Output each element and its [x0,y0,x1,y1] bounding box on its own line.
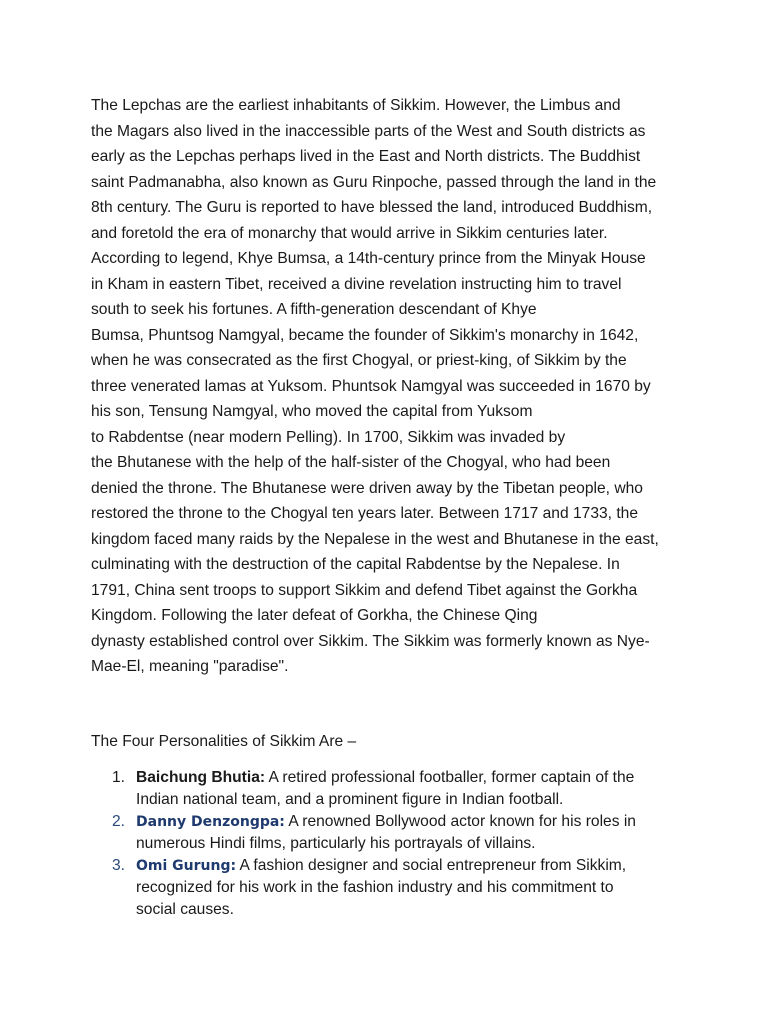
paragraph-line: three venerated lamas at Yuksom. Phuntsok Namgyal was succeeded in 1670 by [91,377,651,395]
personality-description: A fashion designer and social entrepreneur from Sikkim, [236,857,627,874]
personality-description: numerous Hindi films, particularly his portrayals of villains. [136,835,536,852]
list-item [91,767,691,811]
list-item [91,855,691,921]
personality-name: Baichung Bhutia: [136,769,266,786]
paragraph-line: culminating with the destruction of the capital Rabdentse by the Nepalese. In [91,556,620,573]
personality-description: A retired professional footballer, former captain of the [265,769,635,786]
list-number: 2. [112,813,126,830]
personality-description: social causes. [136,901,234,918]
paragraph-line: when he was consecrated as the first Chogyal, or priest-king, of Sikkim by the [91,352,627,369]
history-paragraph [91,93,691,680]
paragraph-line: Kingdom. Following the later defeat of Gorkha, the Chinese Qing [91,607,538,624]
paragraph-line: dynasty established control over Sikkim. The Sikkim was formerly known as Nye- [91,632,650,650]
paragraph-line: Mae-El, meaning "paradise". [91,658,289,675]
paragraph-line: 8th century. The Guru is reported to have blessed the land, introduced Buddhism, [91,199,653,216]
paragraph-line: 1791, China sent troops to support Sikkim and defend Tibet against the Gorkha [91,581,638,599]
paragraph-line: kingdom faced many raids by the Nepalese in the west and Bhutanese in the east, [91,530,659,548]
list-number: 1. [112,769,126,786]
list-item [91,811,691,855]
paragraph-line: Bumsa, Phuntsog Namgyal, became the founder of Sikkim's monarchy in 1642, [91,326,639,344]
paragraph-line: saint Padmanabha, also known as Guru Rinpoche, passed through the land in the [91,173,657,191]
paragraph-line: restored the throne to the Chogyal ten years later. Between 1717 and 1733, the [91,505,639,522]
personality-description: Indian national team, and a prominent figure in Indian football. [136,791,564,808]
personality-name-link[interactable]: Danny Denzongpa: [136,814,285,830]
list-intro-heading: The Four Personalities of Sikkim Are – [91,733,357,750]
paragraph-line: the Magars also lived in the inaccessible parts of the West and South districts as [91,122,646,140]
personalities-list [91,767,691,921]
paragraph-line: south to seek his fortunes. A fifth-generation descendant of Khye [91,301,537,318]
paragraph-line: The Lepchas are the earliest inhabitants of Sikkim. However, the Limbus and [91,97,621,114]
paragraph-line: and foretold the era of monarchy that would arrive in Sikkim centuries later. [91,224,608,242]
paragraph-line: the Bhutanese with the help of the half-sister of the Chogyal, who had been [91,454,611,471]
paragraph-line: in Kham in eastern Tibet, received a divine revelation instructing him to travel [91,275,622,293]
paragraph-line: to Rabdentse (near modern Pelling). In 1700, Sikkim was invaded by [91,428,566,446]
personality-name-link[interactable]: Omi Gurung: [136,858,237,874]
paragraph-line: denied the throne. The Bhutanese were driven away by the Tibetan people, who [91,479,643,497]
paragraph-line: early as the Lepchas perhaps lived in the East and North districts. The Buddhist [91,148,641,165]
paragraph-line: According to legend, Khye Bumsa, a 14th-century prince from the Minyak House [91,250,646,267]
list-number: 3. [112,857,126,874]
personality-description: A renowned Bollywood actor known for his roles in [284,813,636,830]
paragraph-line: his son, Tensung Namgyal, who moved the capital from Yuksom [91,403,533,420]
personality-description: recognized for his work in the fashion industry and his commitment to [136,879,614,896]
